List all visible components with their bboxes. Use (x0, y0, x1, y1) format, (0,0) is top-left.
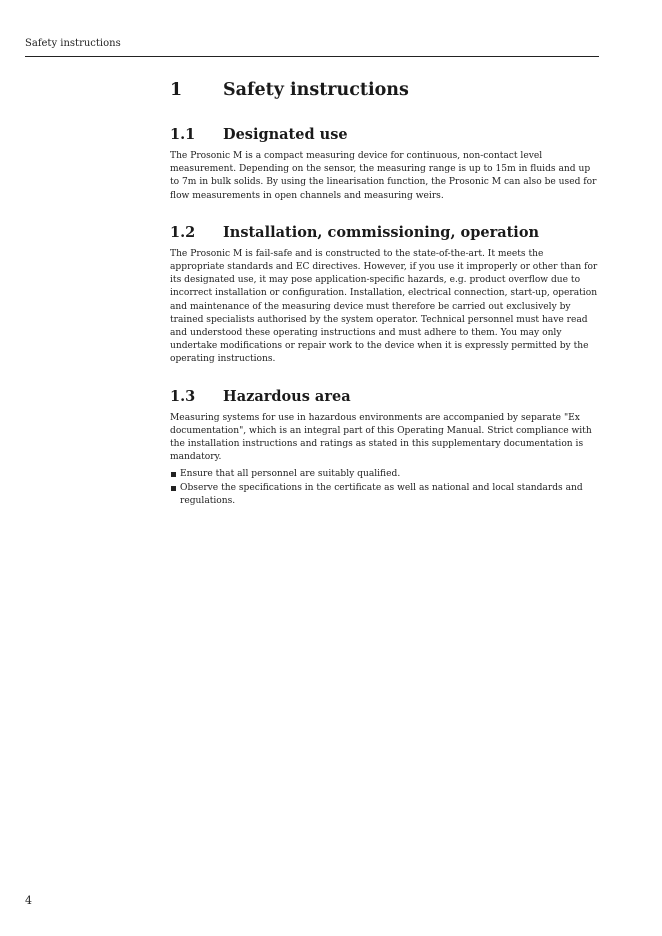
section-title: Designated use (223, 126, 348, 143)
page-number: 4 (25, 894, 32, 907)
bullet-list (170, 468, 598, 508)
section-heading (170, 387, 598, 407)
section-number: 1.1 (170, 126, 196, 143)
section-heading (170, 125, 598, 145)
section-heading (170, 223, 598, 243)
section-hazardous-area (170, 387, 598, 508)
section-title: Installation, commissioning, operation (223, 223, 540, 241)
list-item-text: Ensure that all personnel are suitably qualified. (180, 469, 401, 480)
chapter-title: Safety instructions (223, 80, 409, 100)
chapter-heading (170, 78, 598, 102)
section-number: 1.3 (170, 387, 196, 405)
list-item (170, 482, 598, 508)
section-paragraph: The Prosonic M is fail-safe and is constructed to the state-of-the-art. It meets the appropriate standards and EC directives. However, if you use it improperly or other than for its designated use, it may pose application-specific hazards, e.g. product overflow due to incorrect installation or configuration. Installation, electrical connection, start-up, operation and maintenance of the measuring device must therefore be carried out exclusively by trained specialists authorised by the system operator. Technical personnel must have read and understood these operating instructions and must adhere to them. You may only undertake modifications or repair work to the device when it is expressly permitted by the operating instructions. (170, 248, 598, 365)
section-title: Hazardous area (223, 387, 351, 405)
bullet-square-icon (171, 472, 176, 477)
section-designated-use (170, 125, 598, 203)
running-header: Safety instructions (25, 38, 121, 49)
section-paragraph: Measuring systems for use in hazardous environments are accompanied by separate "Ex documentation", which is an integral part of this Operating Manual. Strict compliance with the installation instructions and ratings as stated in this supplementary documentation is mandatory. (170, 412, 592, 463)
bullet-square-icon (171, 486, 176, 491)
list-item (170, 468, 598, 481)
section-number: 1.2 (170, 223, 196, 241)
section-installation (170, 223, 598, 367)
chapter-number: 1 (170, 80, 183, 100)
header-divider (25, 56, 599, 57)
list-item-text: Observe the specifications in the certificate as well as national and local standards and regulations. (180, 482, 583, 506)
section-paragraph: The Prosonic M is a compact measuring device for continuous, non-contact level measurement. Depending on the sensor, the measuring range is up to 15m in fluids and up to 7m in bulk solids. By using the linearisation function, the Prosonic M can also be used for flow measurements in open channels and measuring weirs. (170, 151, 597, 201)
page-content (170, 78, 598, 528)
